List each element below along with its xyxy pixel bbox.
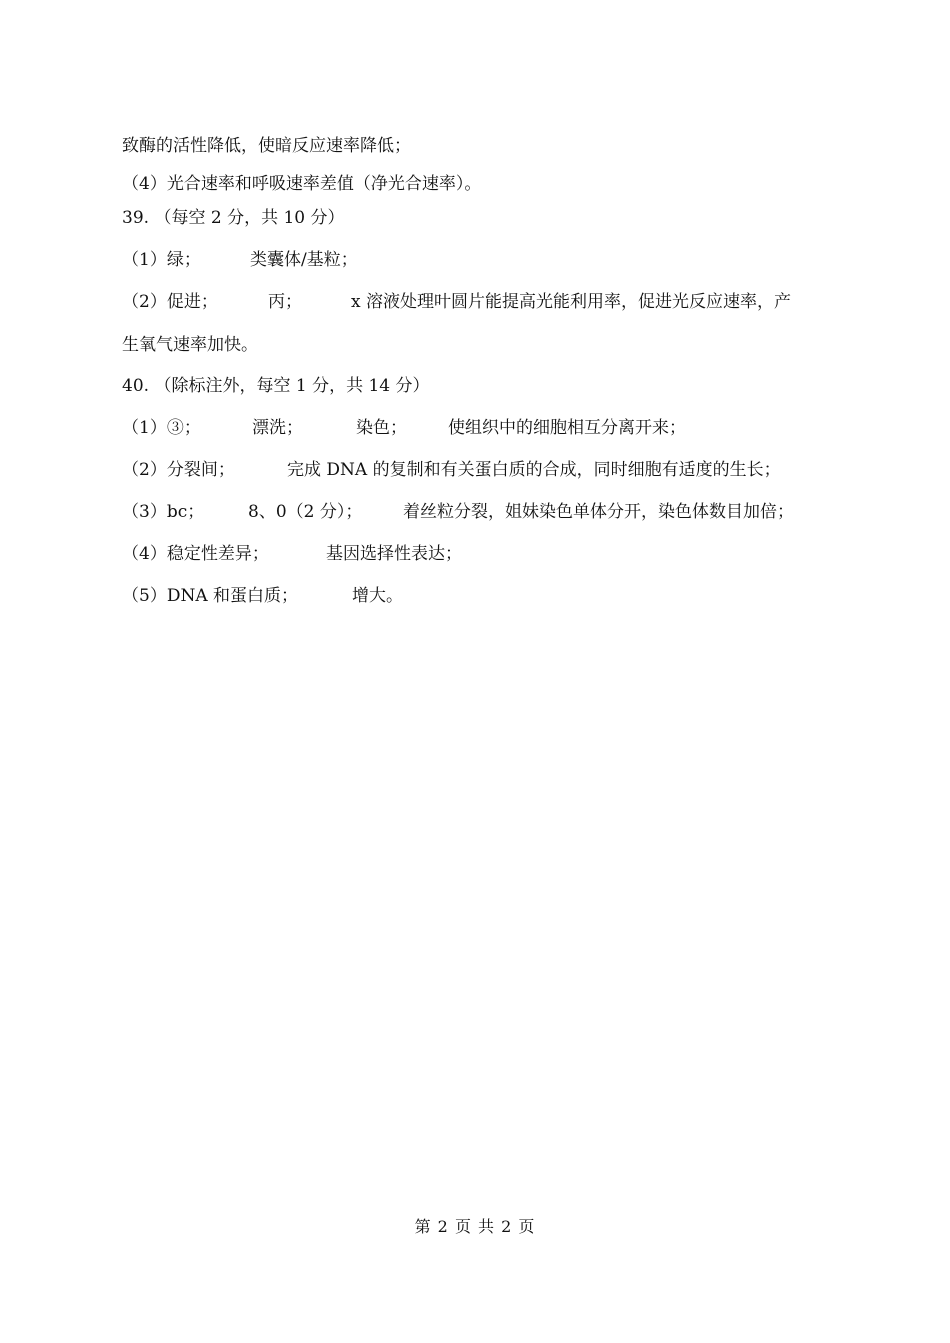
text-line xyxy=(122,135,411,157)
text-line xyxy=(122,334,258,356)
answer-segment: 丙； xyxy=(268,292,302,312)
answer-segment: （1）③； xyxy=(122,418,201,438)
answer-segment: 着丝粒分裂，姐妹染色单体分开，染色体数目加倍； xyxy=(403,502,794,522)
page-footer: 第 2 页 共 2 页 xyxy=(414,1217,536,1236)
answer-segment: （2）促进； xyxy=(122,292,218,312)
answer-segment: x 溶液处理叶圆片能提高光能利用率，促进光反应速率，产 xyxy=(351,292,791,312)
answer-segment: 完成 DNA 的复制和有关蛋白质的合成，同时细胞有适度的生长； xyxy=(287,460,781,480)
answer-segment: 基因选择性表达； xyxy=(326,544,462,564)
question-header-text: 40. （除标注外，每空 1 分，共 14 分） xyxy=(122,376,430,396)
answer-segment: （1）绿； xyxy=(122,250,201,270)
answer-segment: （3）bc； xyxy=(122,502,205,522)
answer-segment: （4）稳定性差异； xyxy=(122,544,269,564)
answer-segment: 染色； xyxy=(356,418,407,438)
answer-segment: （2）分裂间； xyxy=(122,460,235,480)
text-line xyxy=(122,173,481,195)
answer-segment: 增大。 xyxy=(352,586,403,606)
answer-segment: 使组织中的细胞相互分离开来； xyxy=(448,418,686,438)
answer-text: 生氧气速率加快。 xyxy=(122,335,258,355)
answer-text: （4）光合速率和呼吸速率差值（净光合速率）。 xyxy=(122,174,482,194)
question-header-text: 39. （每空 2 分，共 10 分） xyxy=(122,208,345,228)
answer-segment: （5）DNA 和蛋白质； xyxy=(122,586,299,606)
answer-segment: 类囊体/基粒； xyxy=(250,250,358,270)
answer-segment: 8、0（2 分）； xyxy=(248,502,363,522)
answer-segment: 漂洗； xyxy=(252,418,303,438)
question-40-header xyxy=(122,375,430,397)
answer-text: 致酶的活性降低，使暗反应速率降低； xyxy=(122,136,411,156)
question-39-header xyxy=(122,207,345,229)
